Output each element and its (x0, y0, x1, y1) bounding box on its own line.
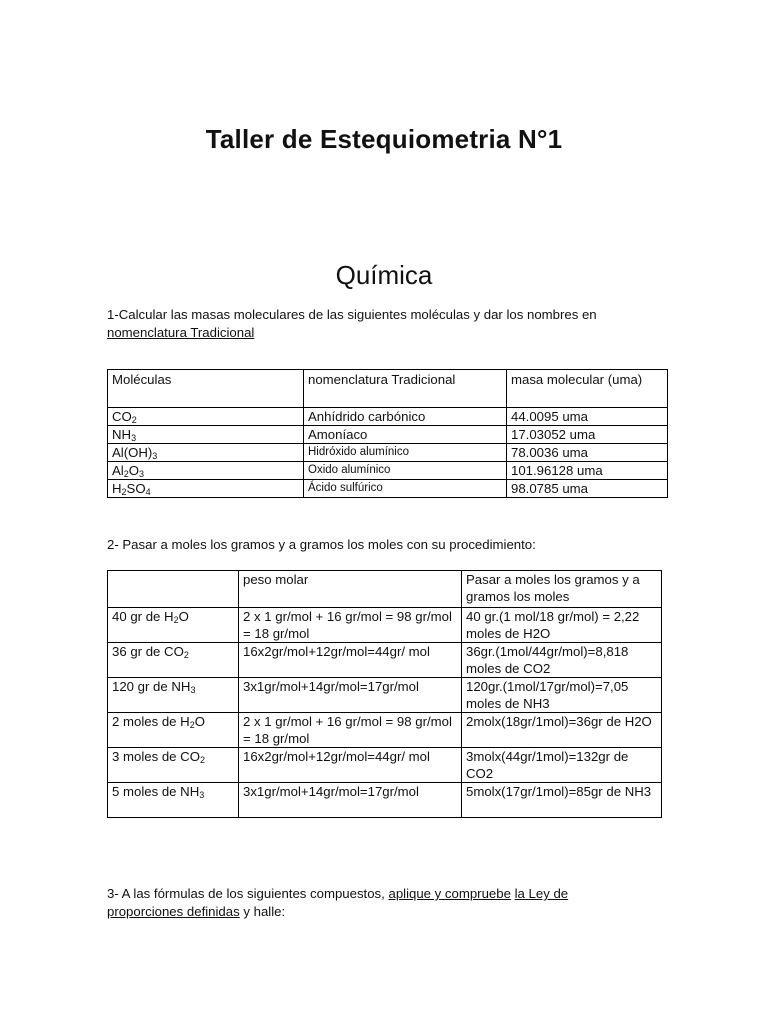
molecule-name: Anhídrido carbónico (304, 408, 507, 426)
question-3 (107, 885, 647, 921)
conversion-result: 2molx(18gr/1mol)=36gr de H2O (462, 713, 662, 748)
molecule-name: Oxido alumínico (304, 462, 507, 480)
table-row (108, 678, 662, 713)
quantity-label: 40 gr de $H_2O$ (108, 608, 239, 643)
table-row (108, 643, 662, 678)
question-1 (107, 306, 667, 342)
molecular-mass: 101.96128 uma (507, 462, 668, 480)
molar-weight: 2 x 1 gr/mol + 16 gr/mol = 98 gr/mol = 18 gr/mol (239, 608, 462, 643)
table-row (108, 783, 662, 818)
question-3-underlined-3: proporciones definidas (107, 904, 240, 919)
table-row (108, 444, 668, 462)
conversion-result: 5molx(17gr/1mol)=85gr de NH3 (462, 783, 662, 818)
header-molecular-mass: masa molecular (uma) (507, 370, 668, 408)
molar-weight: 2 x 1 gr/mol + 16 gr/mol = 98 gr/mol = 18 gr/mol (239, 713, 462, 748)
table-row (108, 748, 662, 783)
molecule-formula: $NH_3$ (108, 426, 304, 444)
molecular-mass: 44.0095 uma (507, 408, 668, 426)
question-3-text: 3- A las fórmulas de los siguientes compuestos, (107, 886, 385, 901)
quantity-label: 3 moles de $CO_2$ (108, 748, 239, 783)
molecular-mass-table (107, 369, 668, 498)
header-conversion: Pasar a moles los gramos y a gramos los moles (462, 571, 662, 608)
table-row (108, 462, 668, 480)
molecular-mass: 17.03052 uma (507, 426, 668, 444)
quantity-label: 5 moles de $NH_3$ (108, 783, 239, 818)
question-1-underlined: nomenclatura Tradicional (107, 325, 255, 340)
molecule-formula: $CO_2$ (108, 408, 304, 426)
molar-weight: 3x1gr/mol+14gr/mol=17gr/mol (239, 783, 462, 818)
table-header-row (108, 370, 668, 408)
molar-weight: 16x2gr/mol+12gr/mol=44gr/ mol (239, 748, 462, 783)
table-row (108, 608, 662, 643)
table-header-row (108, 571, 662, 608)
header-nomenclature: nomenclatura Tradicional (304, 370, 507, 408)
document-title: Taller de Estequiometria N°1 (205, 124, 563, 154)
conversion-result: 40 gr.(1 mol/18 gr/mol) = 2,22 moles de H2O (462, 608, 662, 643)
question-3-underlined-1: aplique y compruebe (388, 886, 511, 901)
molecule-formula: $H_2SO_4$ (108, 480, 304, 498)
molecule-formula: $Al(OH)_3$ (108, 444, 304, 462)
moles-grams-table (107, 570, 662, 818)
molar-weight: 16x2gr/mol+12gr/mol=44gr/ mol (239, 643, 462, 678)
question-3-underlined-2: la Ley de (514, 886, 569, 901)
table-row (108, 426, 668, 444)
question-3-text-end: y halle: (243, 904, 286, 919)
header-molecules: Moléculas (108, 370, 304, 408)
quantity-label: 2 moles de $H_2O$ (108, 713, 239, 748)
conversion-result: 120gr.(1mol/17gr/mol)=7,05 moles de NH3 (462, 678, 662, 713)
header-empty (108, 571, 239, 608)
conversion-result: 36gr.(1mol/44gr/mol)=8,818 moles de CO2 (462, 643, 662, 678)
molecule-name: Ácido sulfúrico (304, 480, 507, 498)
question-1-text: 1-Calcular las masas moleculares de las siguientes moléculas y dar los nombres en (107, 307, 597, 322)
molecule-name: Amoníaco (304, 426, 507, 444)
molecular-mass: 78.0036 uma (507, 444, 668, 462)
question-2: 2- Pasar a moles los gramos y a gramos los moles con su procedimiento: (107, 537, 536, 552)
molecule-formula: $Al_2O_3$ (108, 462, 304, 480)
quantity-label: 120 gr de $NH_3$ (108, 678, 239, 713)
molar-weight: 3x1gr/mol+14gr/mol=17gr/mol (239, 678, 462, 713)
table-row (108, 480, 668, 498)
table-row (108, 713, 662, 748)
molecular-mass: 98.0785 uma (507, 480, 668, 498)
molecule-name: Hidróxido alumínico (304, 444, 507, 462)
table-row (108, 408, 668, 426)
quantity-label: 36 gr de $CO_2$ (108, 643, 239, 678)
header-molar-weight: peso molar (239, 571, 462, 608)
document-subtitle: Química (335, 260, 433, 290)
conversion-result: 3molx(44gr/1mol)=132gr de CO2 (462, 748, 662, 783)
